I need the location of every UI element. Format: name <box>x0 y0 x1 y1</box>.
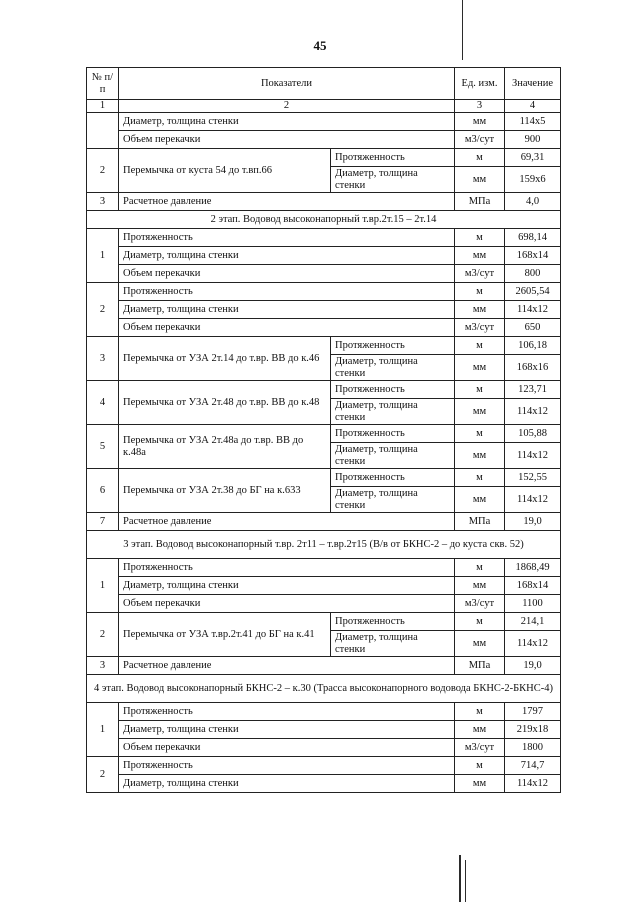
row-label: Объем перекачки <box>119 319 455 337</box>
row-value: 168x14 <box>505 577 561 595</box>
row-label: Перемычка от УЗА 2т.48 до т.вр. ВВ до к.48 <box>119 381 331 425</box>
row-value: 800 <box>505 265 561 283</box>
table-row <box>87 513 561 531</box>
row-value: 105,88 <box>505 425 561 443</box>
row-number: 1 <box>87 559 119 613</box>
row-number: 2 <box>87 613 119 657</box>
row-value: 2605,54 <box>505 283 561 301</box>
section-title: 2 этап. Водовод высоконапорный т.вр.2т.15 – 2т.14 <box>87 211 561 229</box>
row-number: 3 <box>87 337 119 381</box>
table-row <box>87 381 561 399</box>
row-number: 3 <box>87 657 119 675</box>
row-unit: м <box>455 469 505 487</box>
row-value: 114x12 <box>505 487 561 513</box>
row-value: 114x12 <box>505 443 561 469</box>
row-label: Объем перекачки <box>119 595 455 613</box>
row-number: 3 <box>87 193 119 211</box>
header-num: № п/п <box>87 68 119 100</box>
row-number: 1 <box>87 229 119 283</box>
index-cell: 3 <box>455 100 505 113</box>
row-sublabel: Диаметр, толщина стенки <box>331 167 455 193</box>
row-label: Протяженность <box>119 703 455 721</box>
row-label: Диаметр, толщина стенки <box>119 577 455 595</box>
row-number: 2 <box>87 283 119 337</box>
section-header-row <box>87 675 561 703</box>
row-unit: мм <box>455 631 505 657</box>
row-unit: мм <box>455 487 505 513</box>
table-row <box>87 703 561 721</box>
row-unit: мм <box>455 247 505 265</box>
row-label: Перемычка от УЗА 2т.48а до т.вр. ВВ до к.48а <box>119 425 331 469</box>
table-row <box>87 739 561 757</box>
row-value: 219x18 <box>505 721 561 739</box>
row-label: Перемычка от УЗА т.вр.2т.41 до БГ на к.41 <box>119 613 331 657</box>
row-unit: мм <box>455 167 505 193</box>
row-value: 19,0 <box>505 513 561 531</box>
row-unit: мм <box>455 355 505 381</box>
table-row <box>87 113 561 131</box>
row-sublabel: Диаметр, толщина стенки <box>331 443 455 469</box>
row-unit: м3/сут <box>455 739 505 757</box>
row-label: Диаметр, толщина стенки <box>119 775 455 793</box>
row-label: Перемычка от УЗА 2т.14 до т.вр. ВВ до к.46 <box>119 337 331 381</box>
row-unit: м <box>455 757 505 775</box>
row-unit: м3/сут <box>455 131 505 149</box>
row-unit: мм <box>455 113 505 131</box>
page-number: 45 <box>313 38 327 53</box>
row-value: 1797 <box>505 703 561 721</box>
section-header-row <box>87 531 561 559</box>
table-row <box>87 775 561 793</box>
row-sublabel: Диаметр, толщина стенки <box>331 487 455 513</box>
row-number-empty <box>87 113 119 149</box>
row-unit: МПа <box>455 193 505 211</box>
table-row <box>87 595 561 613</box>
row-unit: м <box>455 149 505 167</box>
row-value: 1100 <box>505 595 561 613</box>
table-row <box>87 577 561 595</box>
row-value: 900 <box>505 131 561 149</box>
row-label: Перемычка от УЗА 2т.38 до БГ на к.633 <box>119 469 331 513</box>
table-header-row <box>87 68 561 100</box>
row-sublabel: Диаметр, толщина стенки <box>331 631 455 657</box>
row-number: 6 <box>87 469 119 513</box>
row-label: Диаметр, толщина стенки <box>119 113 455 131</box>
row-unit: м <box>455 703 505 721</box>
row-value: 106,18 <box>505 337 561 355</box>
row-label: Расчетное давление <box>119 657 455 675</box>
table-row <box>87 319 561 337</box>
index-cell: 4 <box>505 100 561 113</box>
row-label: Диаметр, толщина стенки <box>119 301 455 319</box>
row-label: Протяженность <box>119 559 455 577</box>
row-unit: мм <box>455 775 505 793</box>
row-unit: м <box>455 229 505 247</box>
table-row <box>87 337 561 355</box>
row-label: Диаметр, толщина стенки <box>119 247 455 265</box>
row-unit: м <box>455 425 505 443</box>
row-label: Диаметр, толщина стенки <box>119 721 455 739</box>
row-label: Перемычка от куста 54 до т.вп.66 <box>119 149 331 193</box>
table-row <box>87 247 561 265</box>
row-sublabel: Протяженность <box>331 149 455 167</box>
table-row <box>87 721 561 739</box>
row-sublabel: Протяженность <box>331 337 455 355</box>
row-value: 168x14 <box>505 247 561 265</box>
table-row <box>87 283 561 301</box>
row-label: Расчетное давление <box>119 513 455 531</box>
table-row <box>87 657 561 675</box>
row-number: 4 <box>87 381 119 425</box>
section-title: 4 этап. Водовод высоконапорный БКНС-2 – к.30 (Трасса высоконапорного водовода БКНС-2-БКНС-4) <box>87 675 561 703</box>
row-value: 123,71 <box>505 381 561 399</box>
row-sublabel: Протяженность <box>331 469 455 487</box>
row-unit: мм <box>455 399 505 425</box>
row-unit: м <box>455 283 505 301</box>
row-unit: мм <box>455 721 505 739</box>
row-value: 114x12 <box>505 775 561 793</box>
row-sublabel: Диаметр, толщина стенки <box>331 355 455 381</box>
row-unit: МПа <box>455 513 505 531</box>
row-sublabel: Диаметр, толщина стенки <box>331 399 455 425</box>
row-sublabel: Протяженность <box>331 381 455 399</box>
row-value: 714,7 <box>505 757 561 775</box>
row-number: 2 <box>87 149 119 193</box>
table-row <box>87 613 561 631</box>
row-value: 1868,49 <box>505 559 561 577</box>
scan-edge-line <box>465 860 466 902</box>
table-row <box>87 301 561 319</box>
row-unit: м <box>455 559 505 577</box>
row-value: 114x12 <box>505 399 561 425</box>
row-unit: м <box>455 381 505 399</box>
table-row <box>87 149 561 167</box>
row-label: Объем перекачки <box>119 265 455 283</box>
row-number: 5 <box>87 425 119 469</box>
table-row <box>87 757 561 775</box>
index-cell: 1 <box>87 100 119 113</box>
row-label: Протяженность <box>119 757 455 775</box>
row-unit: МПа <box>455 657 505 675</box>
scan-edge-line <box>459 855 461 902</box>
header-unit: Ед. изм. <box>455 68 505 100</box>
column-index-row <box>87 100 561 113</box>
row-unit: мм <box>455 577 505 595</box>
row-sublabel: Протяженность <box>331 613 455 631</box>
row-value: 168x16 <box>505 355 561 381</box>
section-header-row <box>87 211 561 229</box>
row-value: 4,0 <box>505 193 561 211</box>
index-cell: 2 <box>119 100 455 113</box>
table-row <box>87 131 561 149</box>
header-value: Значение <box>505 68 561 100</box>
table-row <box>87 229 561 247</box>
table-row <box>87 265 561 283</box>
table-row <box>87 193 561 211</box>
row-value: 152,55 <box>505 469 561 487</box>
row-value: 114x12 <box>505 631 561 657</box>
row-value: 214,1 <box>505 613 561 631</box>
row-number: 2 <box>87 757 119 793</box>
table-row <box>87 469 561 487</box>
row-value: 698,14 <box>505 229 561 247</box>
row-value: 114x5 <box>505 113 561 131</box>
row-value: 1800 <box>505 739 561 757</box>
indicators-table <box>86 67 561 793</box>
row-value: 69,31 <box>505 149 561 167</box>
row-label: Объем перекачки <box>119 131 455 149</box>
row-label: Расчетное давление <box>119 193 455 211</box>
table-row <box>87 559 561 577</box>
row-value: 114x12 <box>505 301 561 319</box>
section-title: 3 этап. Водовод высоконапорный т.вр. 2т11 – т.вр.2т15 (В/в от БКНС-2 – до куста скв. 52) <box>87 531 561 559</box>
table-row <box>87 425 561 443</box>
row-value: 650 <box>505 319 561 337</box>
row-unit: м <box>455 337 505 355</box>
header-indicators: Показатели <box>119 68 455 100</box>
row-value: 159x6 <box>505 167 561 193</box>
row-unit: м3/сут <box>455 319 505 337</box>
row-label: Объем перекачки <box>119 739 455 757</box>
row-unit: м <box>455 613 505 631</box>
row-sublabel: Протяженность <box>331 425 455 443</box>
row-label: Протяженность <box>119 283 455 301</box>
row-number: 1 <box>87 703 119 757</box>
row-number: 7 <box>87 513 119 531</box>
row-unit: м3/сут <box>455 595 505 613</box>
row-value: 19,0 <box>505 657 561 675</box>
row-label: Протяженность <box>119 229 455 247</box>
row-unit: мм <box>455 443 505 469</box>
row-unit: мм <box>455 301 505 319</box>
row-unit: м3/сут <box>455 265 505 283</box>
